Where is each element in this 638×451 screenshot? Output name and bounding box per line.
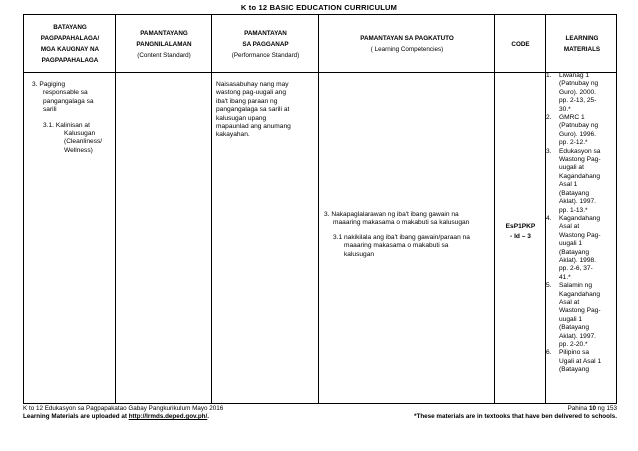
code-cell: EsP1PKP - Id – 3 xyxy=(505,223,536,240)
material-item: 5. Salamin ng Kagandahang Asal at Wastong Pag- uugali 1 (Batayang Aklat). 1997. pp. 2-20.* xyxy=(546,282,601,348)
footer-right xyxy=(414,405,617,422)
learning-materials-cell xyxy=(546,72,618,375)
material-item: 3. Edukasyon sa Wastong Pag- uugali at Kagandahang Asal 1 (Batayang Aklat). 1997. pp. 1-13.* xyxy=(546,147,601,214)
column-divider xyxy=(116,15,212,403)
material-item: 1. Liwanag 1 (Patnubay ng Guro). 2000. pp. 2-13, 25- 30.* xyxy=(546,72,599,113)
material-item: 6. Pilipino sa Ugali at Asal 1 (Batayang xyxy=(546,349,602,374)
batayang-item: 3. Pagiging xyxy=(32,81,65,88)
page-number: Pahina 10 ng 153 xyxy=(567,405,617,412)
material-item: 4. Kagandahang Asal at Wastong Pag- uugali 1 (Batayang Aklat). 1998. pp. 2-6, 37- 41.* xyxy=(546,214,601,281)
header-learning-competencies: PAMANTAYAN SA PAGKATUTO ( Learning Competencies) xyxy=(360,35,454,53)
material-item: 2. GMRC 1 (Patnubay ng Guro). 1996. pp. 2-12.* xyxy=(546,114,599,147)
lrmds-link[interactable]: http://lrmds.deped.gov.ph/ xyxy=(128,413,208,421)
competency-item: 3. Nakapaglalarawan ng iba't ibang gawain na xyxy=(324,211,459,218)
performance-standard-cell: Naisasabuhay nang may wastong pag-uugali ang iba't ibang paraan ng pangangalaga sa sarili at kalusugan upang mapaunlad ang anumang kakayahan. xyxy=(216,81,291,139)
footer-materials-note: *These materials are in textooks that have ben delivered to schools. xyxy=(414,413,617,421)
header-code: CODE xyxy=(511,40,530,48)
column-divider xyxy=(212,15,319,403)
column-divider xyxy=(319,15,495,403)
batayang-subitem: 3.1. Kalinisan at xyxy=(43,121,90,129)
footer-left xyxy=(23,405,223,422)
header-batayang: BATAYANG PAGPAPAHALAGA/ MGA KAUGNAY NA PAGPAPAHALAGA xyxy=(40,24,100,64)
header-content-standard: PAMANTAYANG PANGNILALAMAN (Content Standard) xyxy=(136,29,192,59)
header-performance-standard: PAMANTAYAN SA PAGGANAP (Performance Standard) xyxy=(231,29,300,59)
column-divider xyxy=(24,15,116,403)
curriculum-table xyxy=(23,14,617,404)
document-title: K to 12 BASIC EDUCATION CURRICULUM xyxy=(240,3,398,12)
competency-subitem: 3.1 nakikilala ang iba't ibang gawain/paraan na xyxy=(333,233,470,241)
learning-competency-cell: 3. Nakapaglalarawan ng iba't ibang gawain na maaaring makasama o makabuti sa kalusugan 3.1 nakikilala ang iba't ibang gawain/paraan na maaaring makasama o makabuti sa kalusugan xyxy=(324,211,494,259)
column-divider xyxy=(495,15,546,403)
footer-document-name: K to 12 Edukasyon sa Pagpapakatao Gabay Pangkurikulum Mayo 2016 xyxy=(23,405,224,412)
footer-upload-note: Learning Materials are uploaded at http://lrmds.deped.gov.ph/. xyxy=(23,413,210,421)
batayang-cell: 3. Pagiging responsable sa pangangalaga sa sarili 3.1. Kalinisan at Kalusugan (Cleanliness/ Wellness) xyxy=(32,81,114,155)
header-learning-materials: LEARNING MATERIALS xyxy=(563,35,601,53)
